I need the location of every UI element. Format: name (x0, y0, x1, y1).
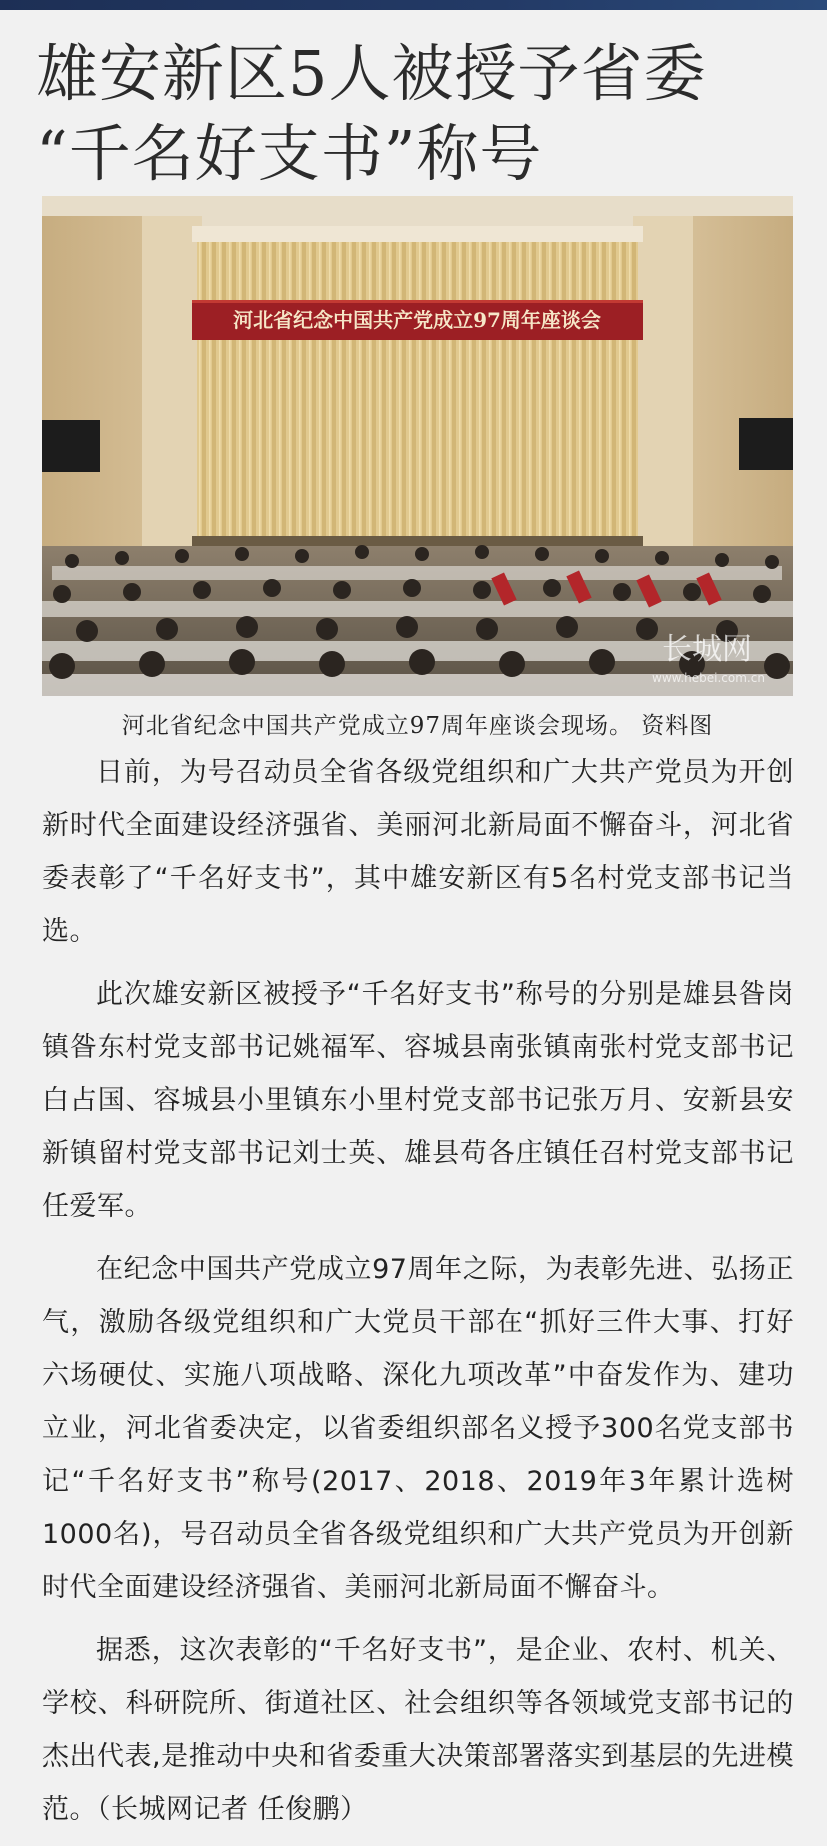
photo-caption: 河北省纪念中国共产党成立97周年座谈会现场。 资料图 (121, 713, 714, 739)
article-title (36, 34, 796, 194)
meeting-photo (42, 196, 793, 696)
title-line-2: “千名好支书”称号 (36, 117, 543, 190)
banner-text: 河北省纪念中国共产党成立97周年座谈会 (233, 308, 601, 332)
top-accent-bar (0, 0, 827, 10)
title-line-1: 雄安新区5人被授予省委 (36, 37, 707, 110)
watermark-logo: 长城网 (662, 632, 752, 667)
paragraph: 据悉，这次表彰的“千名好支书”，是企业、农村、机关、学校、科研院所、街道社区、社会组织等各领域党支部书记的杰出代表,是推动中央和省委重大决策部署落实到基层的先进模范。（长城网记者 任俊鹏） (42, 1635, 794, 1825)
paragraph: 在纪念中国共产党成立97周年之际，为表彰先进、弘扬正气，激励各级党组织和广大党员干部在“抓好三件大事、打好六场硬仗、实施八项战略、深化九项改革”中奋发作为、建功立业，河北省委决定，以省委组织部名义授予300名党支部书记“千名好支书”称号(2017、2018、2019年3年累计选树1000名)，号召动员全省各级党组织和广大共产党员为开创新时代全面建设经济强省、美丽河北新局面不懈奋斗。 (42, 1254, 794, 1603)
paragraph: 日前，为号召动员全省各级党组织和广大共产党员为开创新时代全面建设经济强省、美丽河北新局面不懈奋斗，河北省委表彰了“千名好支书”，其中雄安新区有5名村党支部书记当选。 (42, 757, 794, 947)
article-body (42, 746, 794, 1846)
paragraph: 此次雄安新区被授予“千名好支书”称号的分别是雄县昝岗镇昝东村党支部书记姚福军、容城县南张镇南张村党支部书记白占国、容城县小里镇东小里村党支部书记张万月、安新县安新镇留村党支部书记刘士英、雄县苟各庄镇任召村党支部书记任爱军。 (42, 979, 794, 1222)
watermark-url: www.hebei.com.cn (652, 671, 765, 685)
